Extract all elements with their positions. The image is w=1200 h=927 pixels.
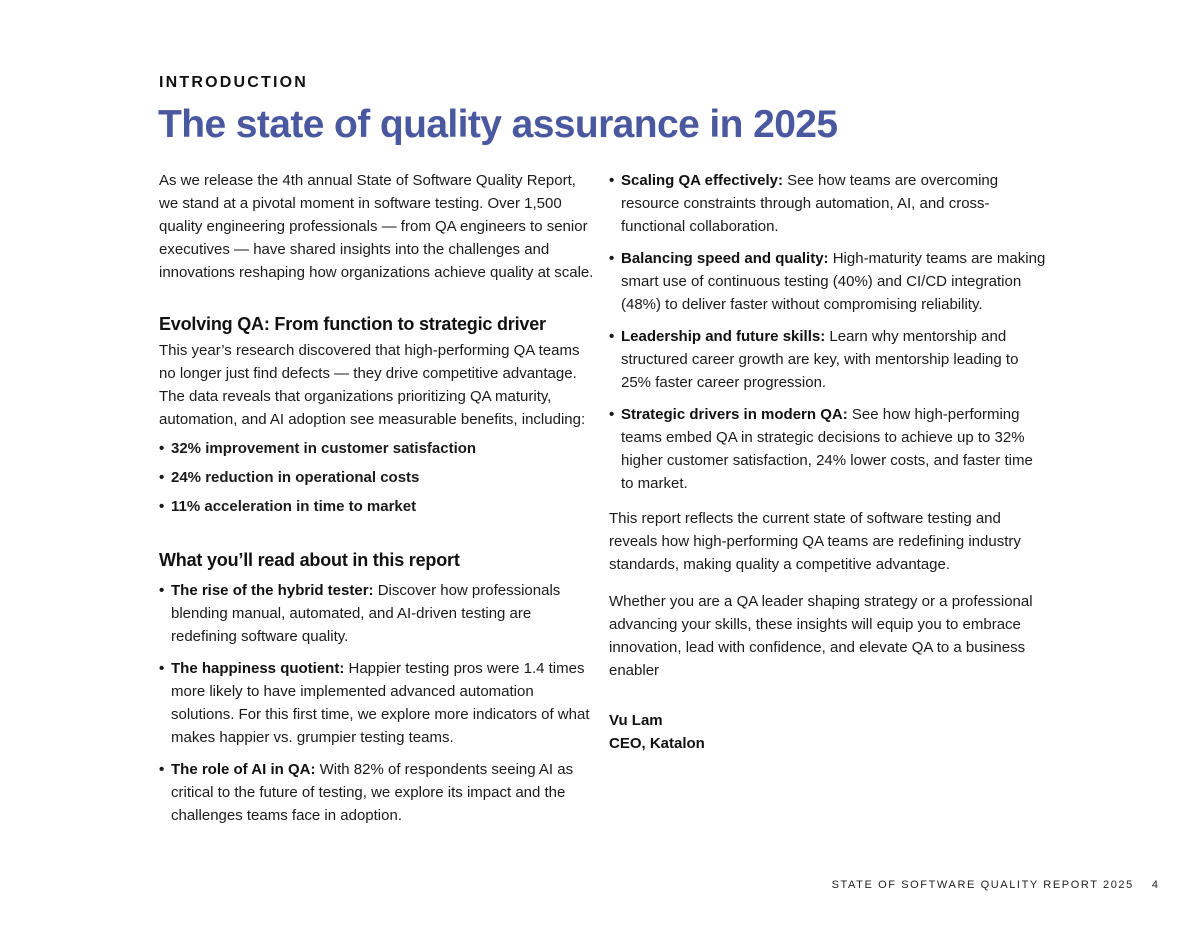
benefit-item: • 24% reduction in operational costs bbox=[159, 466, 595, 489]
topic-item bbox=[159, 758, 595, 827]
topic-lead: The happiness quotient: bbox=[171, 660, 345, 677]
topic-item bbox=[609, 169, 1049, 238]
topic-item bbox=[609, 325, 1049, 394]
topic-item bbox=[609, 403, 1049, 495]
closing-paragraph: Whether you are a QA leader shaping strategy or a professional advancing your skills, these insights will equip you to embrace innovation, lead with confidence, and elevate QA to a business enabler bbox=[609, 593, 1033, 679]
topic-lead: The rise of the hybrid tester: bbox=[171, 582, 374, 599]
topic-item bbox=[609, 247, 1049, 316]
section-eyebrow: INTRODUCTION bbox=[159, 74, 309, 91]
topic-text: High-maturity teams are making smart use of continuous testing (40%) and CI/CD integration (48%) to deliver faster without compromising reliability. bbox=[621, 250, 1046, 313]
intro-paragraph: As we release the 4th annual State of Software Quality Report, we stand at a pivotal moment in software testing. Over 1,500 quality engineering professionals — from QA engineers to senior executives — have shared insights into the challenges and innovations reshaping how organizations achieve quality at scale. bbox=[159, 172, 594, 281]
section-heading-report-contents: What you’ll read about in this report bbox=[159, 550, 460, 570]
topic-text: See how high-performing teams embed QA in strategic decisions to achieve up to 32% higher customer satisfaction, 24% lower costs, and faster time to market. bbox=[621, 406, 1033, 492]
topic-lead: The role of AI in QA: bbox=[171, 761, 316, 778]
footer-report-title: STATE OF SOFTWARE QUALITY REPORT 2025 bbox=[831, 879, 1134, 891]
topic-lead: Leadership and future skills: bbox=[621, 328, 826, 345]
page-title: The state of quality assurance in 2025 bbox=[158, 103, 838, 146]
topic-item bbox=[159, 579, 595, 648]
right-column bbox=[609, 169, 1049, 755]
benefit-item: • 11% acceleration in time to market bbox=[159, 495, 595, 518]
left-column bbox=[159, 169, 595, 836]
signature-role: CEO, Katalon bbox=[609, 735, 705, 752]
topic-text: Discover how professionals blending manual, automated, and AI-driven testing are redefining software quality. bbox=[171, 582, 561, 645]
report-topics-list-continued bbox=[609, 169, 1049, 495]
topic-lead: Scaling QA effectively: bbox=[621, 172, 783, 189]
signature-name: Vu Lam bbox=[609, 712, 663, 729]
topic-lead: Strategic drivers in modern QA: bbox=[621, 406, 848, 423]
topic-lead: Balancing speed and quality: bbox=[621, 250, 829, 267]
benefit-item: • 32% improvement in customer satisfaction bbox=[159, 437, 595, 460]
report-topics-list bbox=[159, 579, 595, 827]
topic-text: Learn why mentorship and structured career growth are key, with mentorship leading to 25% faster career progression. bbox=[621, 328, 1019, 391]
topic-text: Happier testing pros were 1.4 times more likely to have implemented advanced automation solutions. For this first time, we explore more indicators of what makes happier vs. grumpier testing teams. bbox=[171, 660, 590, 746]
evolving-qa-paragraph: This year’s research discovered that high-performing QA teams no longer just find defects — they drive competitive advantage. The data reveals that organizations prioritizing QA maturity, automation, and AI adoption see measurable benefits, including: bbox=[159, 342, 586, 428]
page-footer bbox=[832, 879, 1158, 891]
report-summary-paragraph: This report reflects the current state of software testing and reveals how high-performing QA teams are redefining industry standards, making quality a competitive advantage. bbox=[609, 510, 1021, 573]
topic-text: See how teams are overcoming resource constraints through automation, AI, and cross-functional collaboration. bbox=[621, 172, 999, 235]
page-number: 4 bbox=[1151, 879, 1158, 891]
signature-block bbox=[609, 709, 1049, 755]
benefits-list bbox=[159, 437, 595, 518]
section-heading-evolving-qa: Evolving QA: From function to strategic driver bbox=[159, 314, 546, 334]
topic-text: With 82% of respondents seeing AI as critical to the future of testing, we explore its impact and the challenges teams face in adoption. bbox=[171, 761, 574, 824]
topic-item bbox=[159, 657, 595, 749]
